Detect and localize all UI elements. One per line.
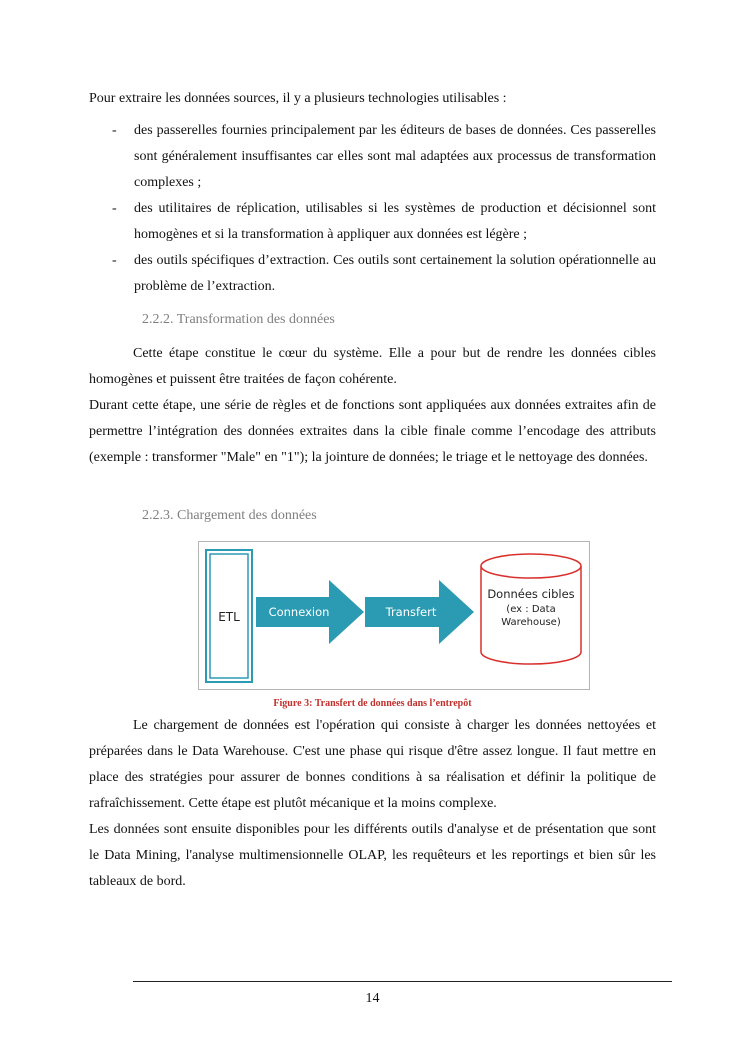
list-item — [89, 248, 656, 300]
etl-figure — [198, 541, 590, 690]
list-item-text: des outils spécifiques d’extraction. Ces outils sont certainement la solution opérationnelle au problème de l’extraction. — [134, 253, 656, 294]
target-cylinder-body — [481, 566, 581, 664]
chargement-paragraph-1: Le chargement de données est l'opération qui consiste à charger les données nettoyées et préparées dans le Data Warehouse. C'est une phase qui risque d'être assez longue. Il faut mettre en place des stratégies pour assurer de bonnes conditions à sa réalisation et définir la politique de rafraîchissement. Cette étape est plutôt mécanique et la moins complexe. — [89, 718, 656, 811]
target-cylinder-top — [481, 554, 581, 578]
etl-label: ETL — [218, 610, 240, 624]
list-item — [89, 118, 656, 196]
transformation-paragraph-1: Cette étape constitue le cœur du système. Elle a pour but de rendre les données cibles homogènes et puissent être traitées de façon cohérente. — [89, 346, 656, 387]
footer-rule — [133, 981, 672, 982]
target-label-line2: (ex : Data — [506, 604, 556, 615]
section-heading-transformation: 2.2.2. Transformation des données — [142, 312, 335, 327]
bullet-dash: - — [112, 201, 117, 216]
transformation-paragraph-2: Durant cette étape, une série de règles et de fonctions sont appliquées aux données extraites afin de permettre l’intégration des données extraites dans la cible finale comme l’encodage des attributs (exemple : transformer "Male" en "1"); la jointure de données; le triage et le nettoyage des données. — [89, 398, 656, 465]
list-item-text: des utilitaires de réplication, utilisables si les systèmes de production et décisionnel sont homogènes et si la transformation à appliquer aux données est légère ; — [134, 201, 656, 242]
connexion-label: Connexion — [268, 605, 330, 619]
bullet-dash: - — [112, 253, 117, 268]
target-label-line3: Warehouse) — [501, 617, 561, 628]
target-label-line1: Données cibles — [487, 587, 575, 601]
figure-caption: Figure 3: Transfert de données dans l’entrepôt — [273, 698, 472, 709]
technology-list — [89, 118, 656, 300]
list-item — [89, 196, 656, 248]
chargement-paragraph-2: Les données sont ensuite disponibles pour les différents outils d'analyse et de présentation que sont le Data Mining, l'analyse multimensionnelle OLAP, les requêteurs et les reportings et bien sûr les tableaux de bord. — [89, 822, 656, 889]
page-number: 14 — [365, 991, 380, 1006]
transfert-label: Transfert — [385, 605, 437, 619]
section-heading-chargement: 2.2.3. Chargement des données — [142, 508, 317, 523]
bullet-dash: - — [112, 123, 117, 138]
etl-diagram — [199, 542, 589, 689]
intro-paragraph: Pour extraire les données sources, il y a plusieurs technologies utilisables : — [89, 91, 507, 106]
list-item-text: des passerelles fournies principalement par les éditeurs de bases de données. Ces passerelles sont généralement insuffisantes car elles sont mal adaptées aux processus de transformation complexes ; — [134, 123, 656, 190]
